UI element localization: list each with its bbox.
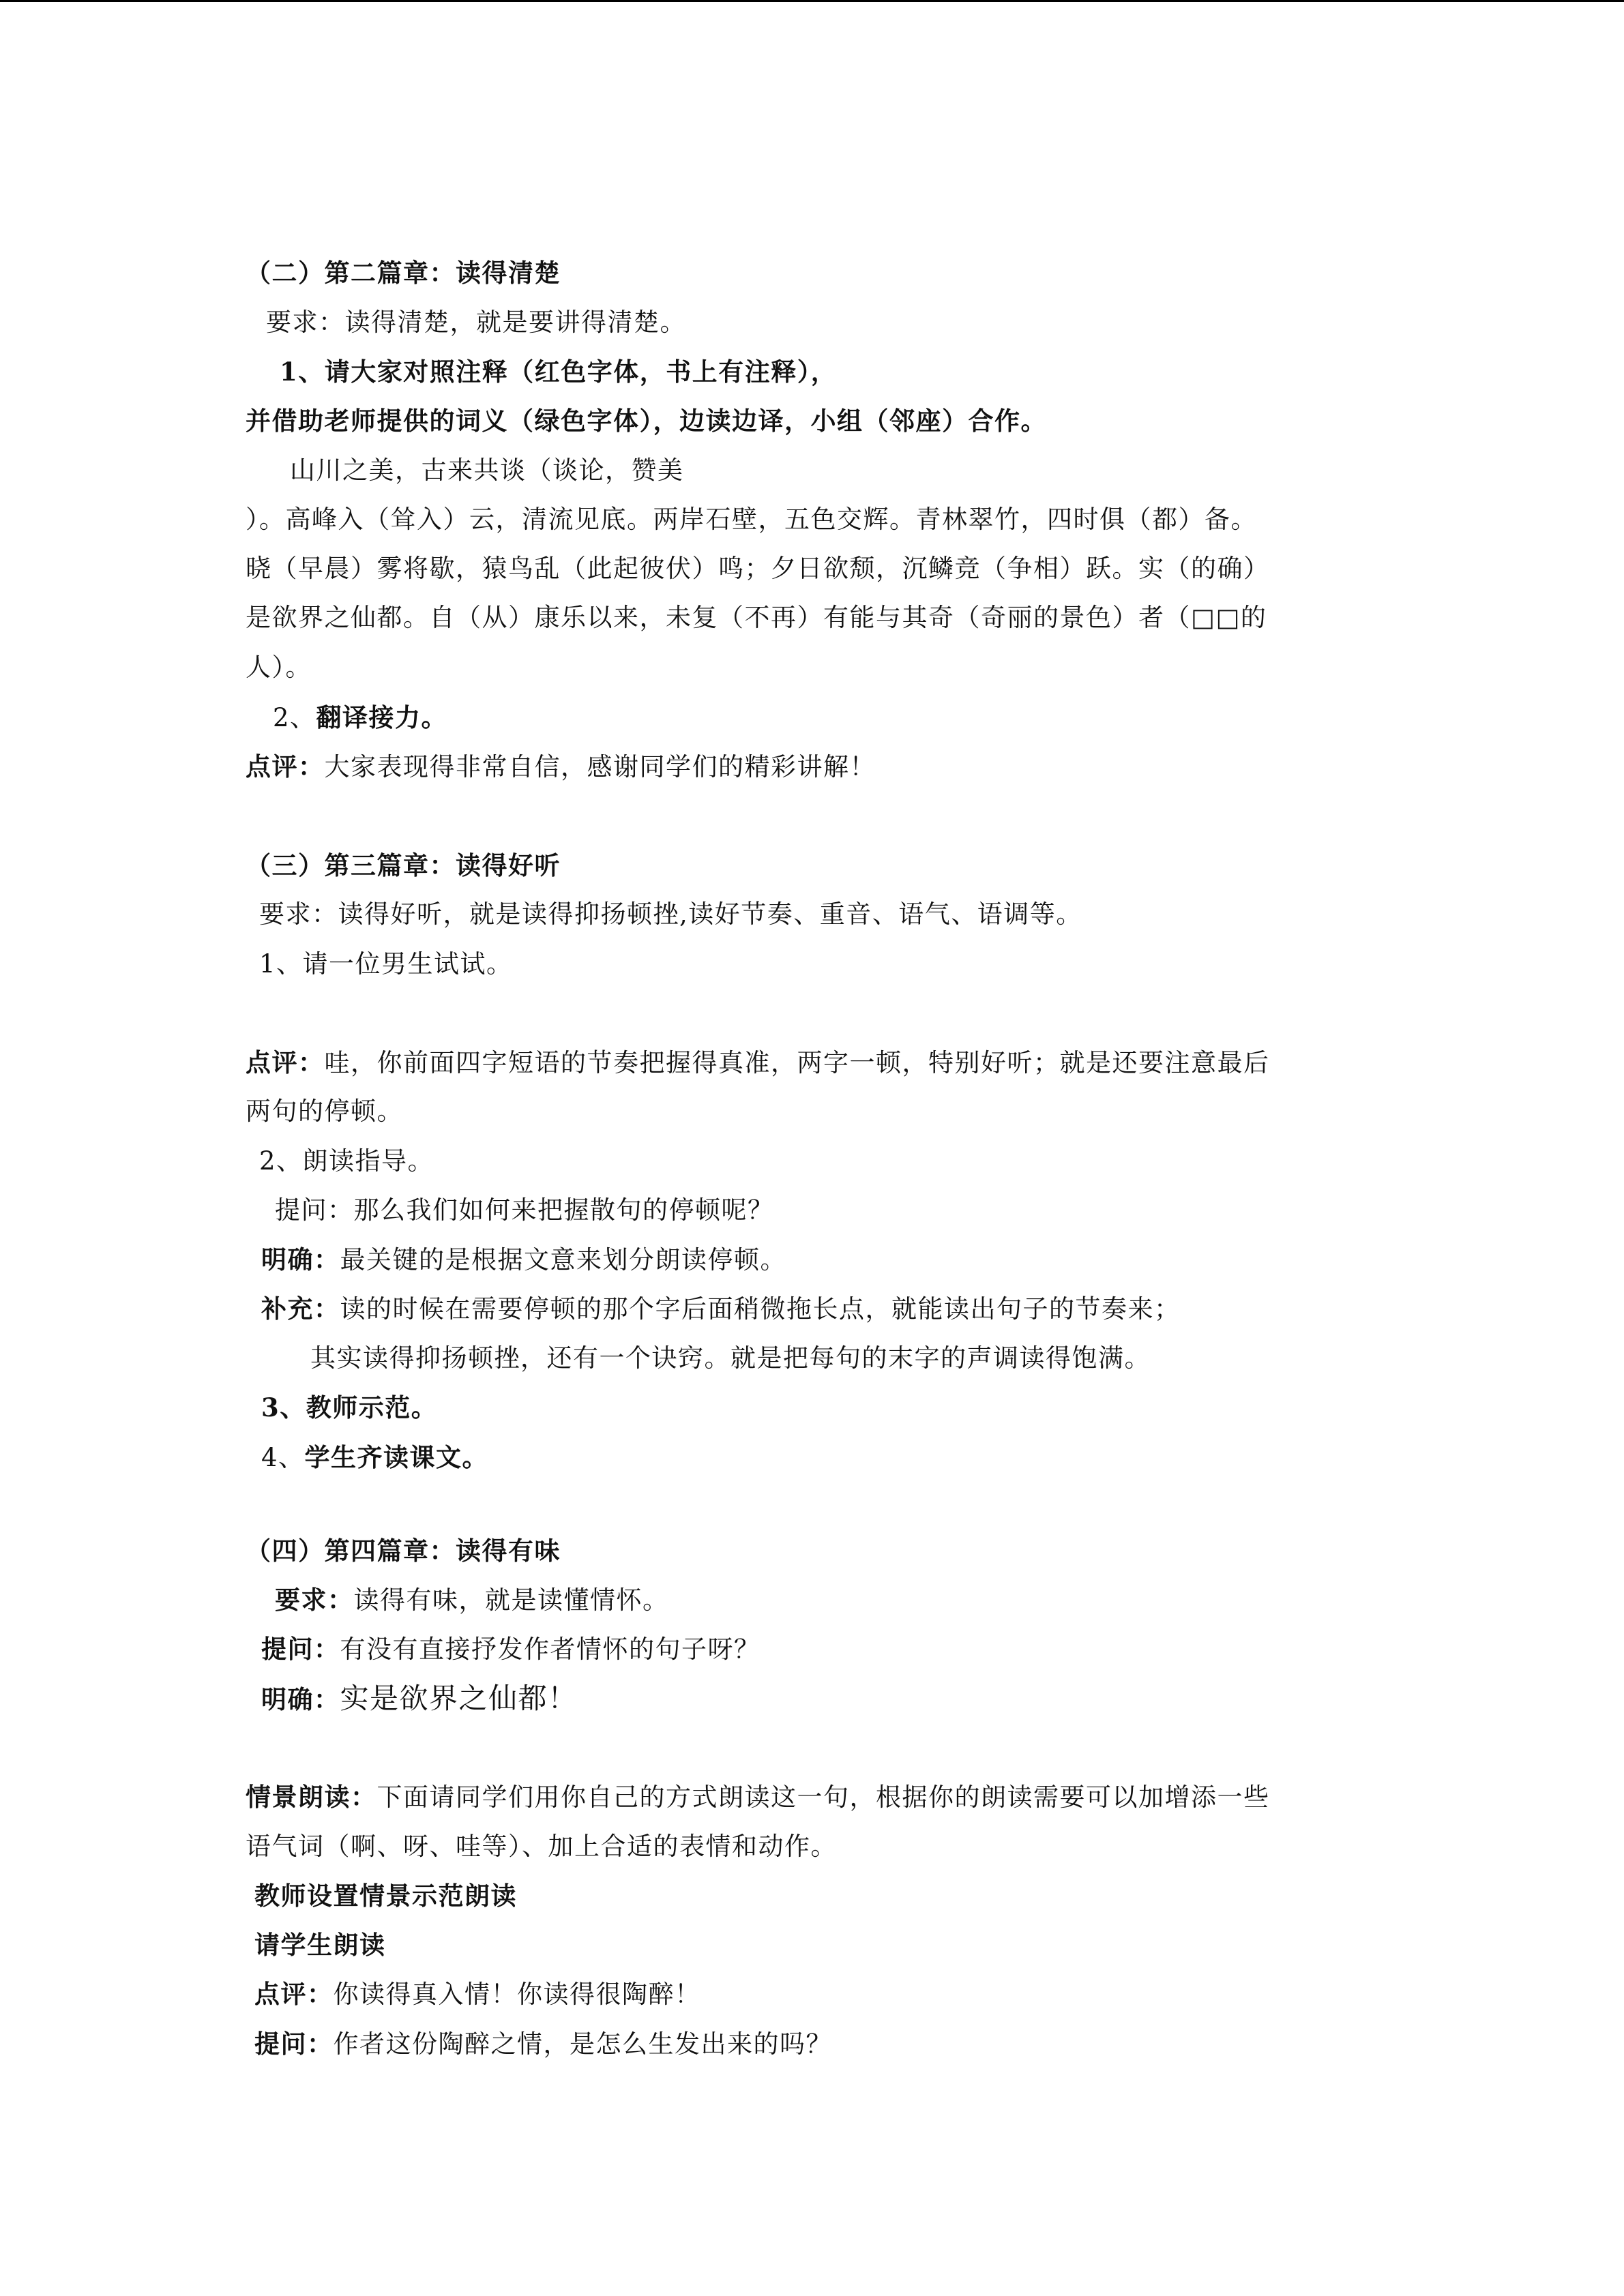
section3-supplement-line2: 其实读得抑扬顿挫，还有一个诀窍。就是把每句的末字的声调读得饱满。 [310,1343,1151,1373]
section2-task2 [273,701,447,734]
comment-text: 大家表现得非常自信，感谢同学们的精彩讲解！ [324,752,876,781]
requirement-text: 读得有味，就是读懂情怀。 [353,1585,669,1615]
section4-student-read: 请学生朗读 [254,1930,386,1960]
section3-task4 [261,1441,488,1474]
clarify-text: 最关键的是根据文意来划分朗读停顿。 [340,1245,786,1274]
task2-text: 翻译接力。 [316,702,448,732]
section4-question [261,1632,761,1666]
section3-heading: （三）第三篇章：读得好听 [246,850,561,880]
clarify-label: 明确： [261,1244,340,1274]
passage-line-3: 晓（早晨）雾将歇，猿鸟乱（此起彼伏）鸣；夕日欲颓，沉鳞竞（争相）跃。实（的确） [246,554,1270,583]
section4-scene-line1 [246,1780,1270,1814]
supplement-label: 补充： [261,1294,340,1324]
passage-line-5: 人）。 [246,653,312,682]
question-text: 有没有直接抒发作者情怀的句子呀？ [340,1635,761,1664]
scene-label: 情景朗读： [246,1782,377,1812]
section3-question: 提问：那么我们如何来把握散句的停顿呢？ [275,1195,774,1225]
question2-label: 提问： [254,2029,334,2059]
section3-supplement [261,1292,1181,1326]
section3-clarify [261,1243,786,1277]
section4-clarify [261,1682,578,1716]
section4-requirement [275,1583,669,1617]
passage-line-2: ）。高峰入（耸入）云，清流见底。两岸石壁，五色交辉。青林翠竹，四时俱（都）备。 [246,505,1257,534]
section2-requirement: 要求：读得清楚，就是要讲得清楚。 [266,308,686,337]
supplement-text: 读的时候在需要停顿的那个字后面稍微拖长点，就能读出句子的节奏来； [340,1294,1181,1324]
comment-text: 哇，你前面四字短语的节奏把握得真准，两字一顿，特别好听；就是还要注意最后 [324,1048,1270,1077]
section3-task3: 3、教师示范。 [261,1392,438,1422]
comment-label: 点评： [254,1979,334,2009]
section3-task2: 2、朗读指导。 [259,1146,434,1176]
section4-scene-line2: 语气词（啊、呀、哇等）、加上合适的表情和动作。 [246,1832,837,1861]
section4-teacher-demo: 教师设置情景示范朗读 [254,1881,517,1911]
section2-task1-line2: 并借助老师提供的词义（绿色字体），边读边译，小组（邻座）合作。 [246,406,1047,436]
section2-task1-line1: 1、请大家对照注释（红色字体，书上有注释）， [280,357,838,387]
comment-label: 点评： [246,751,325,781]
section4-question2 [254,2027,832,2061]
comment-label: 点评： [246,1047,325,1077]
requirement-label: 要求： [275,1585,354,1615]
section2-comment [246,750,876,784]
section3-comment-line2: 两句的停顿。 [246,1097,403,1126]
clarify-label: 明确： [261,1684,340,1714]
section3-comment-line1 [246,1046,1270,1079]
clarify-text: 实是欲界之仙都！ [340,1682,578,1715]
section3-requirement: 要求：读得好听，就是读得抑扬顿挫,读好节奏、重音、语气、语调等。 [259,899,1082,929]
passage-line-4: 是欲界之仙都。自（从）康乐以来，未复（不再）有能与其奇（奇丽的景色）者（□□的 [246,603,1267,632]
task2-number: 2、 [273,703,316,732]
scene-text: 下面请同学们用你自己的方式朗读这一句，根据你的朗读需要可以加增添一些 [377,1783,1270,1812]
task4-text: 学生齐读课文。 [304,1442,489,1472]
passage-line-1: 山川之美，古来共谈（谈论，赞美 [290,456,684,485]
section4-comment [254,1978,701,2011]
section2-heading: （二）第二篇章：读得清楚 [246,258,561,288]
section4-heading: （四）第四篇章：读得有味 [246,1536,561,1566]
question-label: 提问： [261,1634,340,1664]
section3-task1: 1、请一位男生试试。 [259,949,513,979]
question2-text: 作者这份陶醉之情，是怎么生发出来的吗？ [333,2029,832,2059]
comment-text: 你读得真入情！你读得很陶醉！ [333,1980,701,2009]
task4-number: 4、 [261,1443,305,1472]
